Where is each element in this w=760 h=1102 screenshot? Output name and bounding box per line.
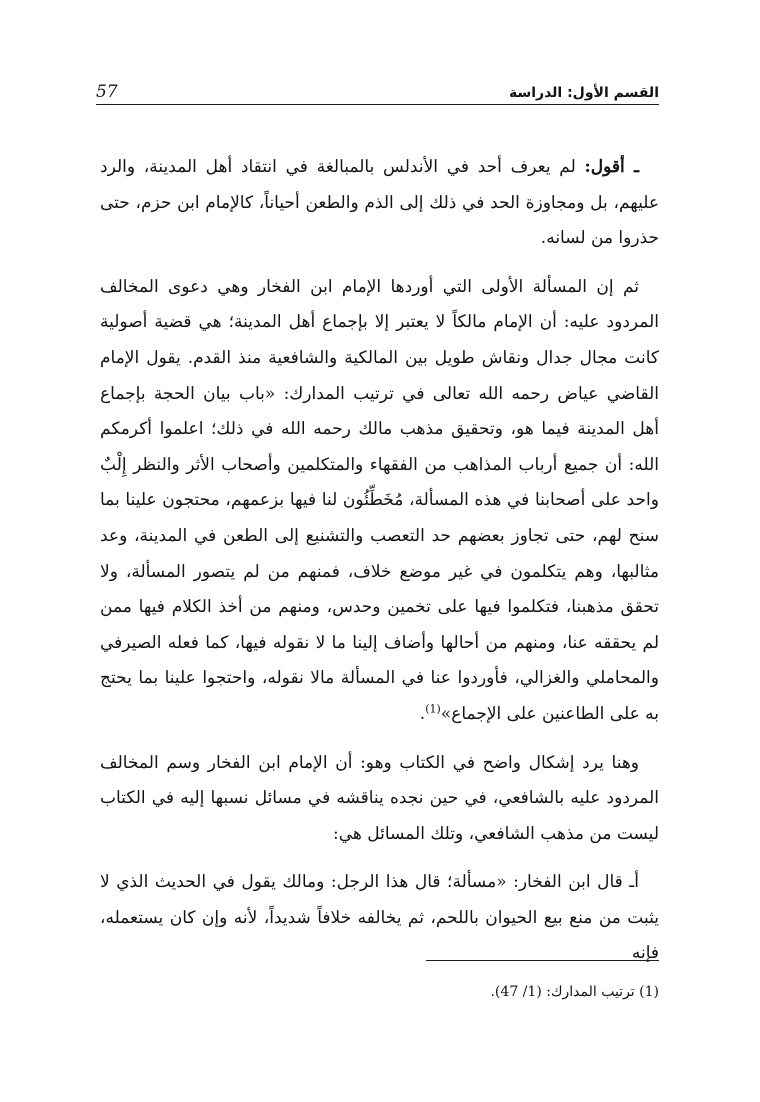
footnote-marker: (1)	[425, 702, 441, 716]
paragraph-1-lead: ـ أقول:	[584, 157, 639, 177]
footnote: (1) ترتيب المدارك: (1/ 47).	[490, 984, 659, 1000]
paragraph-2-text: ثم إن المسألة الأولى التي أوردها الإمام ابن الفخار وهي دعوى المخالف المردود عليه: أن الإمام مالكاً لا يعتبر إلا بإجماع أهل المدينة؛ هي قضية أصولية كانت مجال جدال ونقاش طويل بين المالكية والشافعية منذ القدم. يقول الإمام القاضي عياض رحمه الله تعالى في ترتيب المدارك: «باب بيان الحجة بإجماع أهل المدينة فيما هو، وتحقيق مذهب مالك رحمه الله في ذلك؛ اعلموا أكرمكم الله: أن جميع أرباب المذاهب من الفقهاء والمتكلمين وأصحاب الأثر والنظر إِلْبٌ واحد على أصحابنا في هذه المسألة، مُخَطِّئُون لنا فيها بزعمهم، محتجون علينا بما سنح لهم، حتى تجاوز بعضهم حد التعصب والتشنيع إلى الطعن في المدينة، وعد مثالبها، وهم يتكلمون في غير موضع خلاف، فمنهم من لم يتصور المسألة، ولا تحقق مذهبنا، فتكلموا فيها على تخمين وحدس، ومنهم من أخذ الكلام فيها ممن لم يحققه عنا، ومنهم من أحالها وأضاف إلينا ما لا نقوله فيها، كما فعله الصيرفي والمحاملي والغزالي، فأوردوا عنا في المسألة مالا نقوله، واحتجوا علينا بما يحتج به على الطاعنين على الإجماع»	[100, 276, 659, 724]
paragraph-4: أـ قال ابن الفخار: «مسألة؛ قال هذا الرجل: ومالك يقول في الحديث الذي لا يثبت من منع بيع الحيوان باللحم، ثم يخالفه خلافاً شديداً، لأنه وإن كان يستعمله، فإنه	[100, 872, 659, 964]
paragraph-3: وهنا يرد إشكال واضح في الكتاب وهو: أن الإمام ابن الفخار وسم المخالف المردود عليه بالشافعي، في حين نجده يناقشه في مسائل نسبها إليه في الكتاب ليست من مذهب الشافعي، وتلك المسائل هي:	[100, 752, 659, 844]
paragraph-1-text: لم يعرف أحد في الأندلس بالمبالغة في انتقاد أهل المدينة، والرد عليهم، بل ومجاوزة الحد في ذلك إلى الذم والطعن أحياناً، كالإمام ابن حزم، حتى حذروا من لسانه.	[100, 157, 659, 249]
page-header	[96, 76, 659, 105]
page-number: 57	[96, 82, 118, 102]
running-title: القسم الأول: الدراسة	[508, 85, 659, 101]
paragraph-2	[100, 270, 659, 733]
footnote-divider	[426, 960, 659, 961]
paragraph-2-end: .	[419, 703, 426, 724]
body-text	[100, 150, 659, 985]
paragraph-1	[100, 150, 659, 257]
